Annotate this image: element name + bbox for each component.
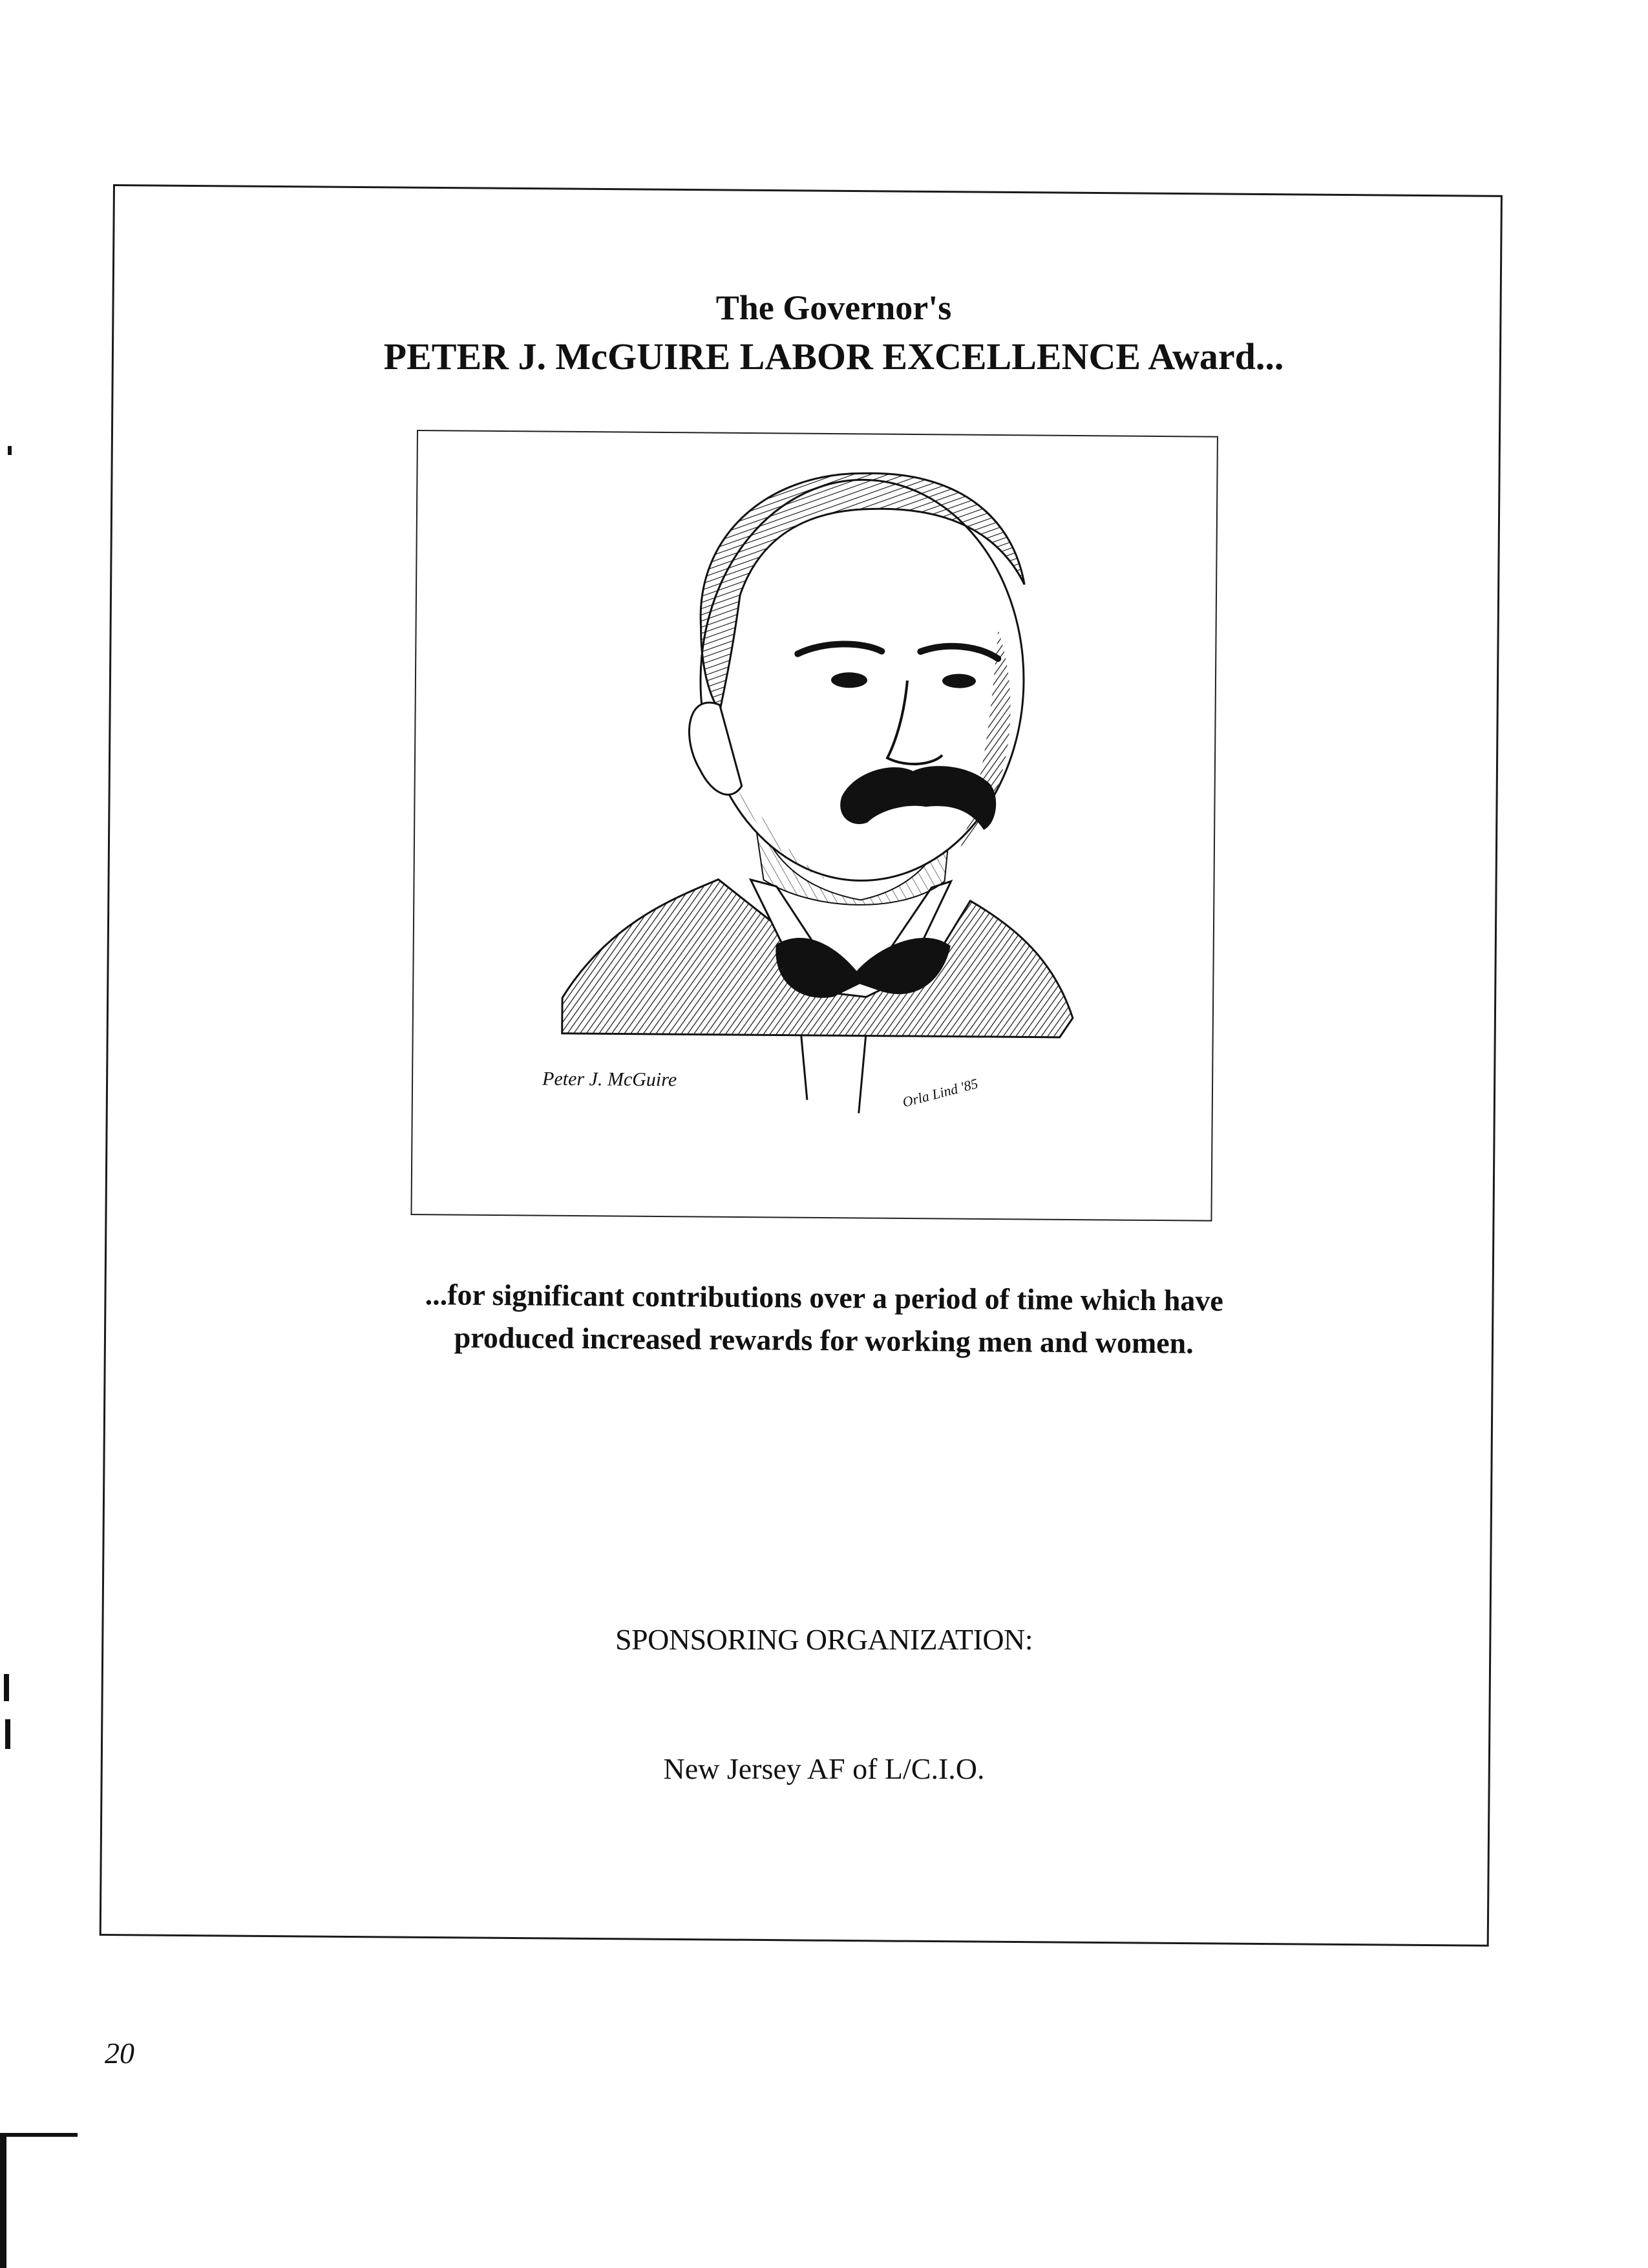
scan-mark-corner-vertical	[0, 2133, 6, 2268]
page-number: 20	[105, 2037, 134, 2070]
scan-mark-corner-horizontal	[0, 2133, 78, 2137]
portrait-signature: Peter J. McGuire	[542, 1068, 677, 1091]
artist-mark: Orla Lind '85	[900, 1075, 980, 1110]
portrait-frame	[410, 430, 1218, 1222]
award-title	[0, 284, 1648, 383]
award-description-line2: produced increased rewards for working men and women.	[454, 1320, 1194, 1360]
award-description-line1: ...for significant contributions over a period of time which have	[425, 1278, 1224, 1317]
award-description	[0, 1270, 1648, 1368]
sponsor-name: New Jersey AF of L/C.I.O.	[663, 1752, 985, 1785]
sponsor-heading: SPONSORING ORGANIZATION:	[615, 1623, 1033, 1656]
scan-mark-dot	[8, 446, 12, 455]
award-title-line1: The Governor's	[715, 288, 952, 327]
award-title-line2: PETER J. McGUIRE LABOR EXCELLENCE Award...	[383, 335, 1284, 377]
scan-mark-upper-bracket	[4, 1674, 9, 1701]
scan-mark-lower-bracket	[5, 1719, 10, 1749]
portrait-illustration	[412, 431, 1216, 1220]
